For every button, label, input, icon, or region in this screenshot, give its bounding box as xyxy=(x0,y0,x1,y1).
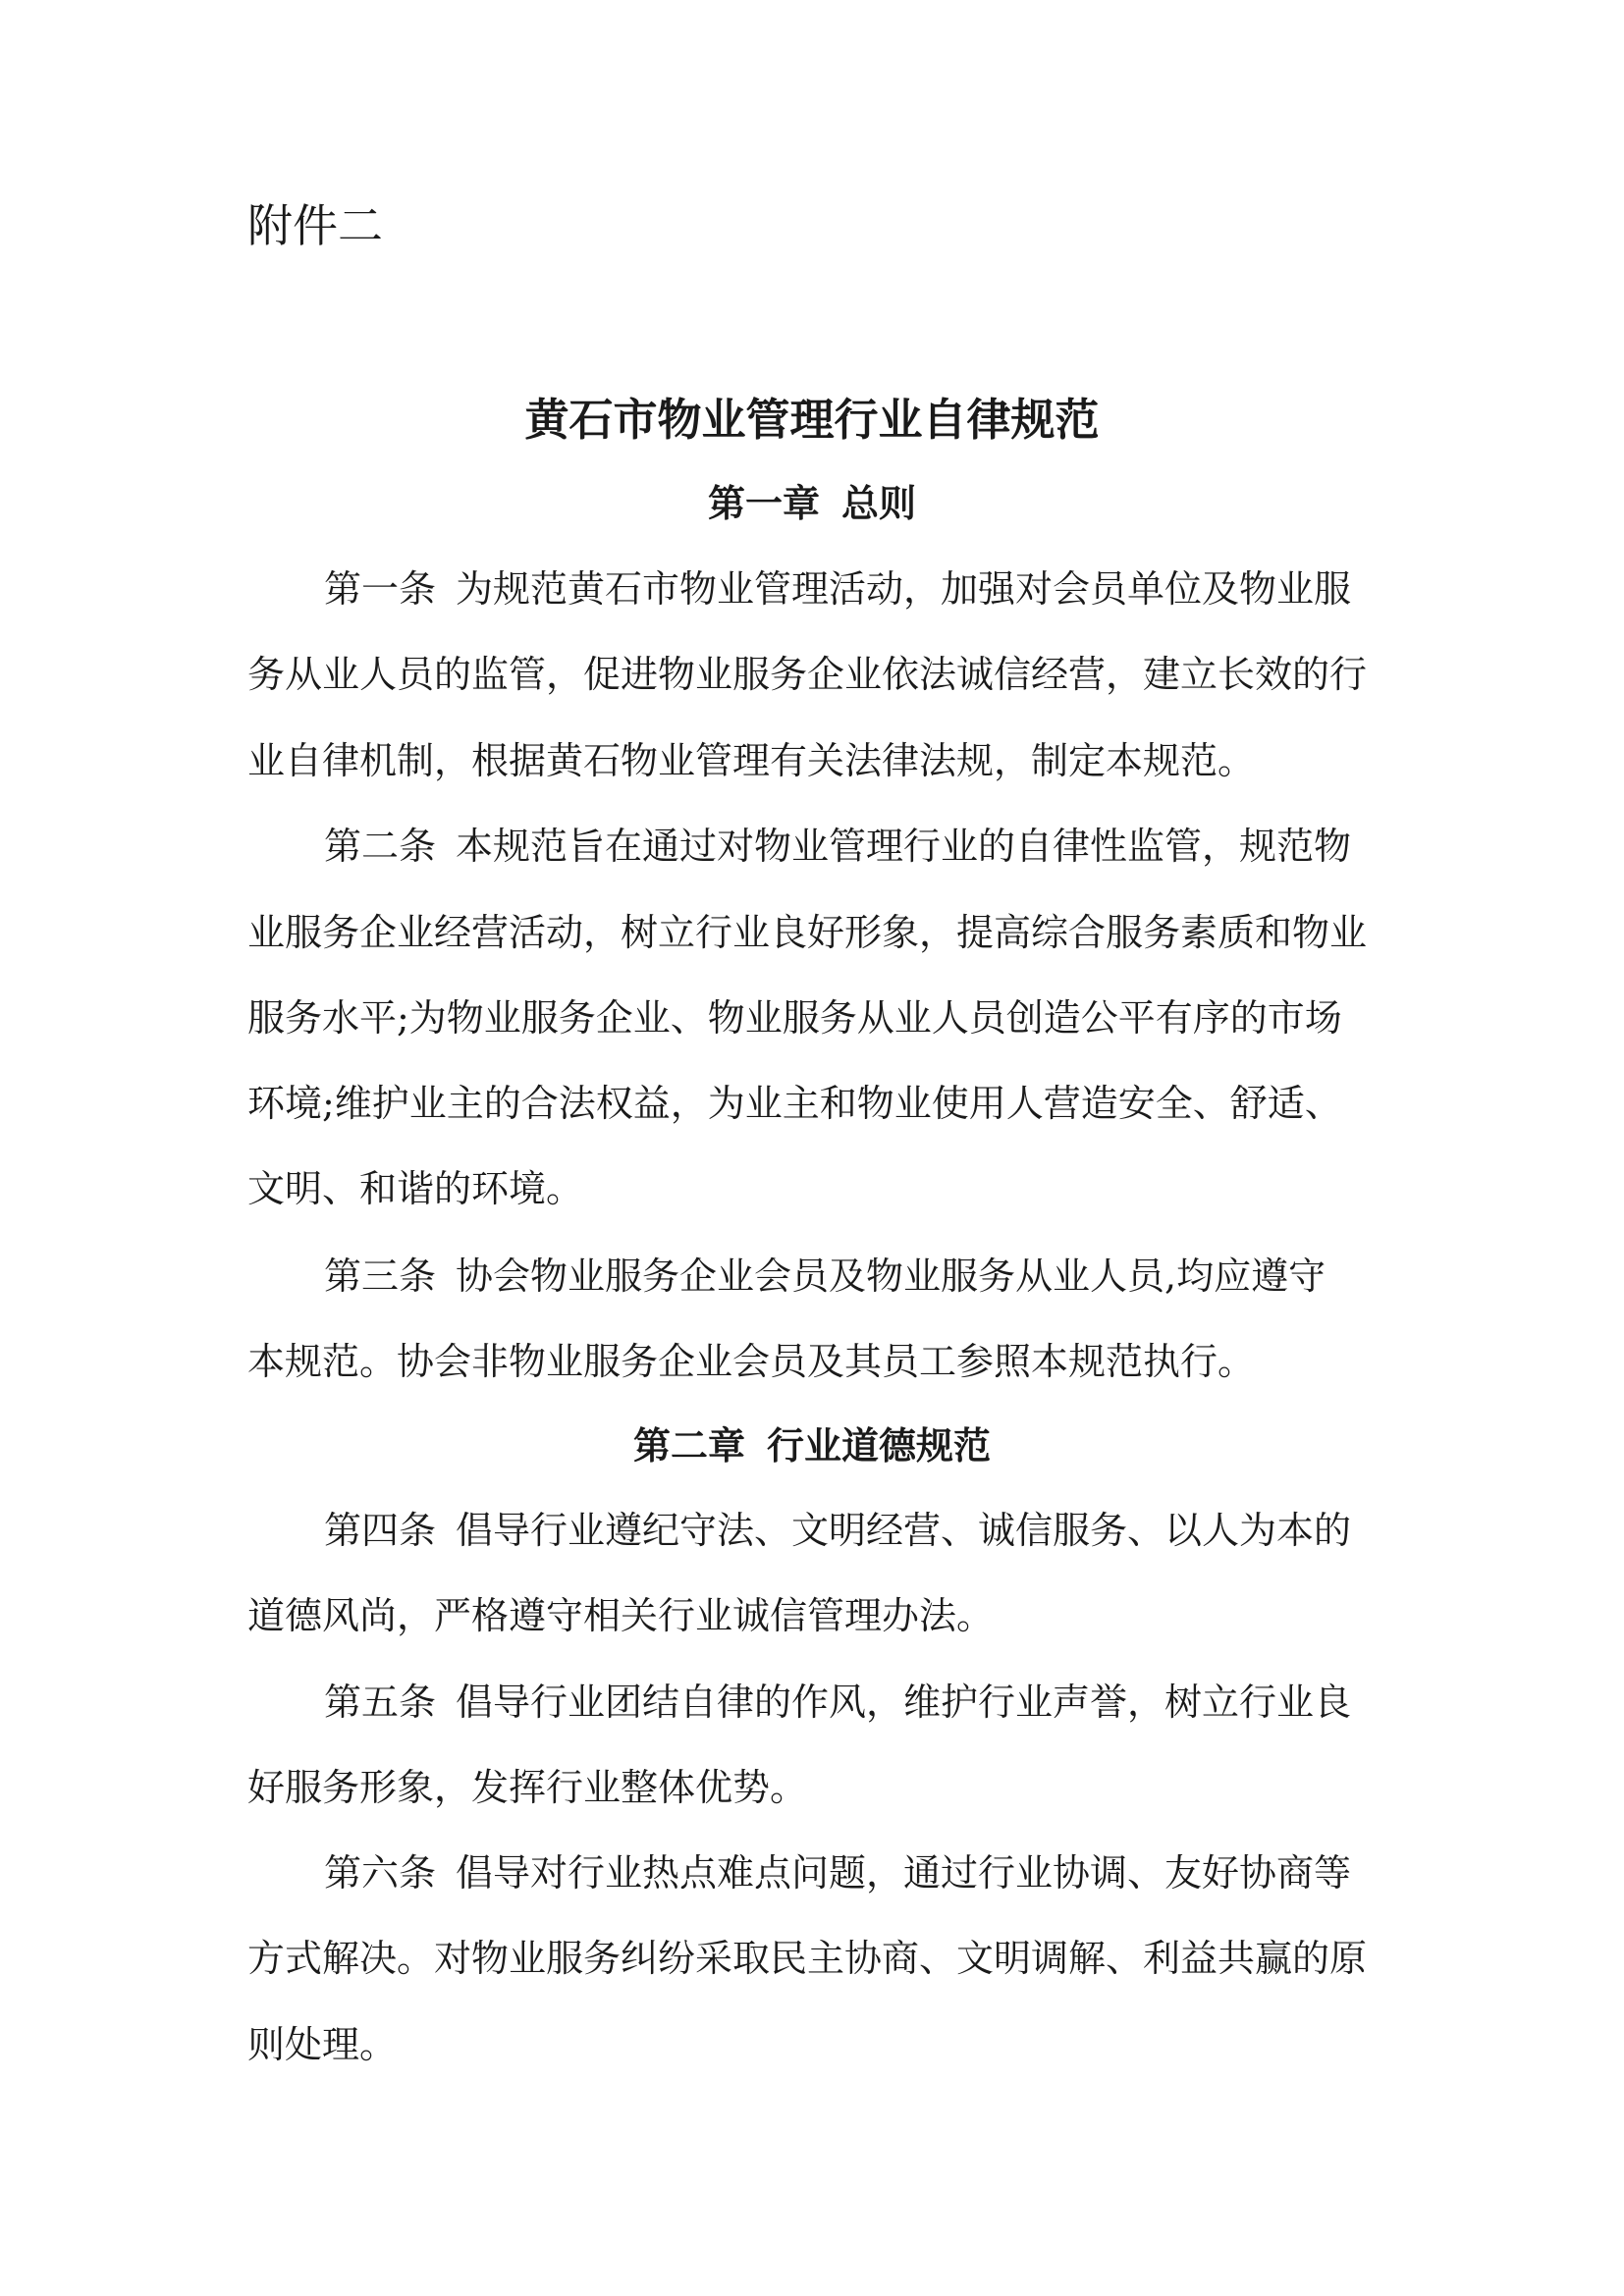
article-6-line-2: 方式解决。对物业服务纠纷采取民主协商、文明调解、利益共赢的原 xyxy=(247,1937,1368,1980)
article-1-line-1 xyxy=(324,564,1351,614)
document-title: 黄石市物业管理行业自律规范 xyxy=(524,394,1100,446)
article-text: 倡导行业遵纪守法、文明经营、诚信服务、以人为本的 xyxy=(456,1509,1352,1552)
article-2-line-3: 服务水平;为物业服务企业、物业服务从业人员创造公平有序的市场 xyxy=(247,996,1342,1040)
article-3-line-2: 本规范。协会非物业服务企业会员及其员工参照本规范执行。 xyxy=(247,1340,1256,1383)
article-label: 第四条 xyxy=(324,1509,437,1552)
article-1-line-3: 业自律机制，根据黄石物业管理有关法律法规，制定本规范。 xyxy=(247,739,1256,782)
article-3-line-1 xyxy=(324,1252,1326,1301)
article-text: 为规范黄石市物业管理活动，加强对会员单位及物业服 xyxy=(456,567,1352,611)
article-label: 第一条 xyxy=(324,567,437,611)
article-4-line-2: 道德风尚，严格遵守相关行业诚信管理办法。 xyxy=(247,1594,995,1637)
article-text: 倡导行业团结自律的作风，维护行业声誉，树立行业良 xyxy=(456,1681,1352,1724)
article-label: 第五条 xyxy=(324,1681,437,1724)
article-2-line-1 xyxy=(324,822,1351,871)
chapter-heading-2 xyxy=(0,1421,1624,1470)
article-text: 协会物业服务企业会员及物业服务从业人员,均应遵守 xyxy=(456,1255,1326,1298)
article-2-line-5: 文明、和谐的环境。 xyxy=(247,1167,584,1210)
article-label: 第三条 xyxy=(324,1255,437,1298)
article-4-line-1 xyxy=(324,1506,1351,1555)
article-2-line-4: 环境;维护业主的合法权益，为业主和物业使用人营造安全、舒适、 xyxy=(247,1082,1342,1125)
chapter-number: 第一章 xyxy=(707,481,820,525)
article-text: 本规范旨在通过对物业管理行业的自律性监管，规范物 xyxy=(456,825,1352,868)
article-label: 第六条 xyxy=(324,1851,437,1895)
chapter-number: 第二章 xyxy=(632,1423,745,1468)
article-5-line-2: 好服务形象，发挥行业整体优势。 xyxy=(247,1766,808,1809)
chapter-heading-1 xyxy=(0,479,1624,528)
article-1-line-2: 务从业人员的监管，促进物业服务企业依法诚信经营，建立长效的行 xyxy=(247,653,1368,696)
article-5-line-1 xyxy=(324,1678,1351,1727)
article-label: 第二条 xyxy=(324,825,437,868)
chapter-name: 总则 xyxy=(841,481,917,525)
article-6-line-3: 则处理。 xyxy=(247,2023,398,2066)
article-text: 倡导对行业热点难点问题，通过行业协调、友好协商等 xyxy=(456,1851,1352,1895)
attachment-label: 附件二 xyxy=(247,199,383,252)
article-6-line-1 xyxy=(324,1848,1351,1897)
chapter-name: 行业道德规范 xyxy=(767,1423,992,1468)
article-2-line-2: 业服务企业经营活动，树立行业良好形象，提高综合服务素质和物业 xyxy=(247,911,1368,954)
